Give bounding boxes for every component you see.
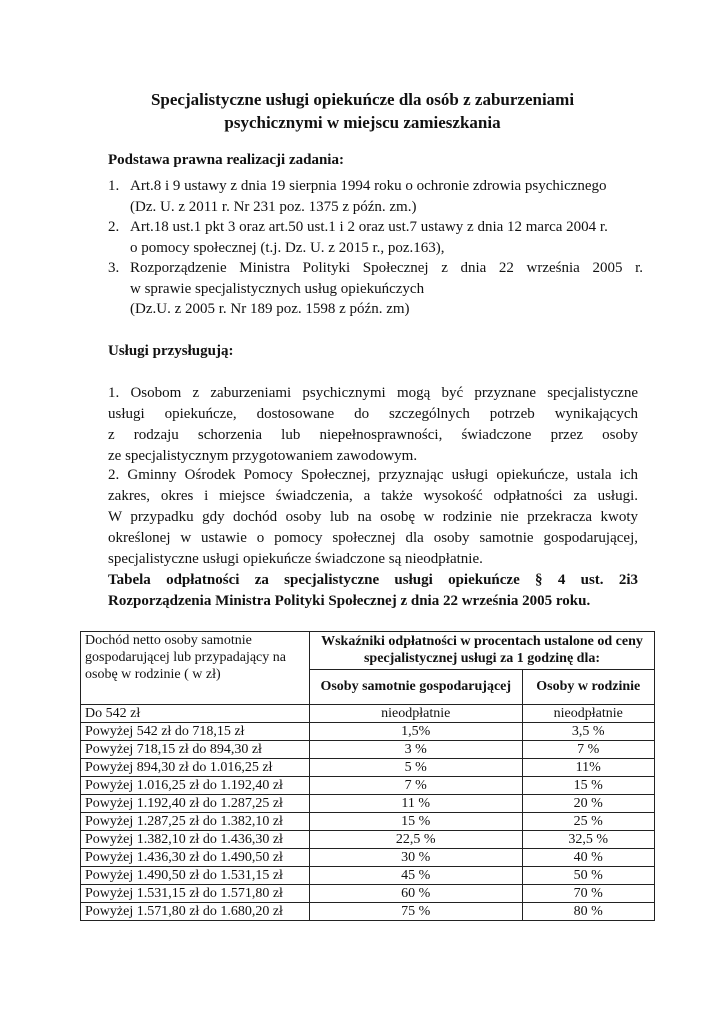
item-line: (Dz. U. z 2011 r. Nr 231 poz. 1375 z późn. zm.) xyxy=(130,198,417,215)
table-row xyxy=(81,777,655,795)
paragraph-line: W przypadku gdy dochód osoby lub na osobę w rodzinie nie przekracza kwoty xyxy=(108,509,638,525)
table-body xyxy=(81,705,655,921)
title-line-1: Specjalistyczne usługi opiekuńcze dla osób z zaburzeniami xyxy=(150,90,575,109)
table-row xyxy=(81,795,655,813)
single-rate-cell: 45 % xyxy=(310,867,523,885)
income-cell: Powyżej 1.016,25 zł do 1.192,40 zł xyxy=(81,777,310,795)
single-rate-cell: 60 % xyxy=(310,885,523,903)
income-cell: Powyżej 1.531,15 zł do 1.571,80 zł xyxy=(81,885,310,903)
paragraph-line: 1. Osobom z zaburzeniami psychicznymi mogą być przyznane specjalistyczne xyxy=(108,385,638,401)
fee-table xyxy=(80,631,655,921)
single-rate-cell: 3 % xyxy=(310,741,523,759)
family-rate-cell: 20 % xyxy=(522,795,655,813)
caption-line: Tabela odpłatności za specjalistyczne usługi opiekuńcze § 4 ust. 2i3 xyxy=(108,572,638,588)
income-cell: Powyżej 1.490,50 zł do 1.531,15 zł xyxy=(81,867,310,885)
table-row xyxy=(81,741,655,759)
paragraph-2 xyxy=(108,465,638,570)
header-income: Dochód netto osoby samotnie gospodarującej lub przypadający na osobę w rodzinie ( w zł) xyxy=(81,632,310,705)
item-line: Art.8 i 9 ustawy z dnia 19 sierpnia 1994 roku o ochronie zdrowia psychicznego xyxy=(130,178,607,194)
income-cell: Powyżej 894,30 zł do 1.016,25 zł xyxy=(81,759,310,777)
page-title xyxy=(110,88,615,134)
family-rate-cell: 11% xyxy=(522,759,655,777)
item-line: Rozporządzenie Ministra Polityki Społecznej z dnia 22 września 2005 r. xyxy=(130,260,643,276)
single-rate-cell: 15 % xyxy=(310,813,523,831)
item-line: o pomocy społecznej (t.j. Dz. U. z 2015 r., poz.163), xyxy=(130,239,445,256)
income-cell: Powyżej 1.436,30 zł do 1.490,50 zł xyxy=(81,849,310,867)
header-single: Osoby samotnie gospodarującej xyxy=(310,669,523,704)
family-rate-cell: 25 % xyxy=(522,813,655,831)
income-cell: Powyżej 542 zł do 718,15 zł xyxy=(81,723,310,741)
table-row xyxy=(81,903,655,921)
caption-line: Rozporządzenia Ministra Polityki Społecznej z dnia 22 września 2005 roku. xyxy=(108,593,591,609)
item-line: Art.18 ust.1 pkt 3 oraz art.50 ust.1 i 2 oraz ust.7 ustawy z dnia 12 marca 2004 r. xyxy=(130,219,608,235)
legal-basis-item xyxy=(108,217,643,258)
item-line: (Dz.U. z 2005 r. Nr 189 poz. 1598 z późn. zm) xyxy=(130,301,410,317)
family-rate-cell: 7 % xyxy=(522,741,655,759)
table-row xyxy=(81,885,655,903)
table-row xyxy=(81,849,655,867)
family-rate-cell: nieodpłatnie xyxy=(522,705,655,723)
table-header-row xyxy=(81,632,655,670)
single-rate-cell: 1,5% xyxy=(310,723,523,741)
family-rate-cell: 80 % xyxy=(522,903,655,921)
table-row xyxy=(81,723,655,741)
header-family: Osoby w rodzinie xyxy=(522,669,655,704)
legal-basis-heading: Podstawa prawna realizacji zadania: xyxy=(108,152,344,168)
family-rate-cell: 50 % xyxy=(522,867,655,885)
item-number: 3. xyxy=(108,260,120,276)
legal-basis-item xyxy=(108,176,643,217)
income-cell: Powyżej 1.571,80 zł do 1.680,20 zł xyxy=(81,903,310,921)
income-cell: Powyżej 1.192,40 zł do 1.287,25 zł xyxy=(81,795,310,813)
table-caption xyxy=(108,570,638,612)
paragraph-line: specjalistyczne usługi opiekuńcze świadczone są nieodpłatnie. xyxy=(108,551,483,567)
table-row xyxy=(81,759,655,777)
item-number: 2. xyxy=(108,219,120,235)
family-rate-cell: 40 % xyxy=(522,849,655,867)
income-cell: Powyżej 1.287,25 zł do 1.382,10 zł xyxy=(81,813,310,831)
family-rate-cell: 3,5 % xyxy=(522,723,655,741)
income-cell: Powyżej 718,15 zł do 894,30 zł xyxy=(81,741,310,759)
paragraph-line: 2. Gminny Ośrodek Pomocy Społecznej, przyznając usługi opiekuńcze, ustala ich xyxy=(108,467,638,483)
table-row xyxy=(81,705,655,723)
item-line: w sprawie specjalistycznych usług opiekuńczych xyxy=(130,280,425,297)
paragraph-line: określonej w ustawie o pomocy społecznej dla osoby samotnie gospodarującej, xyxy=(108,530,638,546)
legal-basis-list xyxy=(108,176,643,320)
paragraph-line: usługi opiekuńcze, dostosowane do szczególnych potrzeb wynikających xyxy=(108,406,638,422)
paragraph-line: zakres, okres i miejsce świadczenia, a także wysokość odpłatności za usługi. xyxy=(108,488,638,504)
paragraph-line: z rodzaju schorzenia lub niepełnosprawności, świadczone przez osoby xyxy=(108,427,638,443)
table-row xyxy=(81,813,655,831)
family-rate-cell: 70 % xyxy=(522,885,655,903)
table-row xyxy=(81,867,655,885)
services-heading: Usługi przysługują: xyxy=(108,343,234,359)
single-rate-cell: 75 % xyxy=(310,903,523,921)
legal-basis-item xyxy=(108,258,643,320)
item-number: 1. xyxy=(108,178,120,194)
paragraph-1 xyxy=(108,383,638,467)
single-rate-cell: nieodpłatnie xyxy=(310,705,523,723)
paragraph-line: ze specjalistycznym przygotowaniem zawodowym. xyxy=(108,448,418,464)
single-rate-cell: 7 % xyxy=(310,777,523,795)
single-rate-cell: 22,5 % xyxy=(310,831,523,849)
family-rate-cell: 32,5 % xyxy=(522,831,655,849)
title-line-2: psychicznymi w miejscu zamieszkania xyxy=(224,113,501,132)
income-cell: Powyżej 1.382,10 zł do 1.436,30 zł xyxy=(81,831,310,849)
table-row xyxy=(81,831,655,849)
header-indicators: Wskaźniki odpłatności w procentach ustalone od ceny specjalistycznej usługi za 1 godzinę dla: xyxy=(310,632,655,670)
single-rate-cell: 30 % xyxy=(310,849,523,867)
single-rate-cell: 11 % xyxy=(310,795,523,813)
single-rate-cell: 5 % xyxy=(310,759,523,777)
family-rate-cell: 15 % xyxy=(522,777,655,795)
income-cell: Do 542 zł xyxy=(81,705,310,723)
